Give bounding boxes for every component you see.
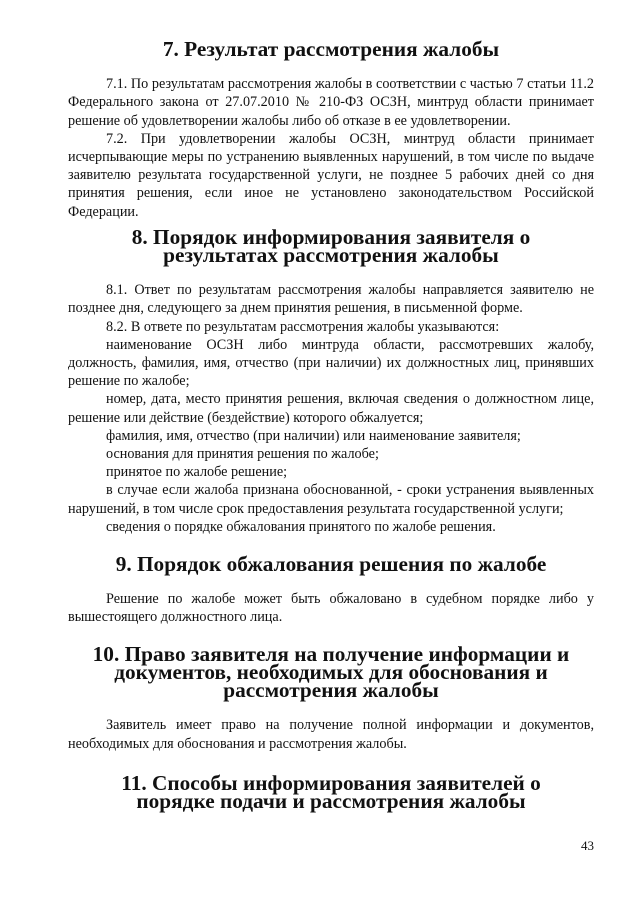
paragraph-7-1: 7.1. По результатам рассмотрения жалобы в соответствии с частью 7 статьи 11.2 Федерального закона от 27.07.2010 № 210-ФЗ ОСЗН, минтруд области принимает решение об удовлетворении жалобы либо об отказе в ее удовлетворении. [68,76,594,129]
paragraph-8-1: 8.1. Ответ по результатам рассмотрения жалобы направляется заявителю не позднее дня, следующего за днем принятия решения, в письменной форме. [68,282,594,317]
paragraph-10: Заявитель имеет право на получение полной информации и документов, необходимых для обоснования и рассмотрения жалобы. [68,717,594,752]
section-10-heading: 10. Право заявителя на получение информации и документов, необходимых для обоснования и рассмотрения жалобы [92,641,570,703]
list-item-decision: принятое по жалобе решение; [106,464,288,481]
paragraph-8-2: 8.2. В ответе по результатам рассмотрения жалобы указываются: [106,318,500,335]
paragraph-9: Решение по жалобе может быть обжаловано в судебном порядке либо у вышестоящего должностного лица. [68,591,594,626]
section-7-heading: 7. Результат рассмотрения жалобы [162,37,500,61]
section-8-heading: 8. Порядок информирования заявителя о результатах рассмотрения жалобы [131,224,531,268]
list-item-applicant-name: фамилия, имя, отчество (при наличии) или наименование заявителя; [106,427,521,444]
list-item-osszn-name: наименование ОСЗН либо минтруда области, рассмотревших жалобу, должность, фамилия, имя, отчество (при наличии) их должностных лиц, принявших решение по жалобе; [68,336,594,390]
document-page [68,37,594,813]
list-item-decision-details: номер, дата, место принятия решения, включая сведения о должностном лице, решение или действие (бездействие) которого обжалуется; [68,391,594,426]
page-number: 43 [581,838,594,853]
paragraph-7-2: 7.2. При удовлетворении жалобы ОСЗН, минтруд области принимает исчерпывающие меры по устранению выявленных нарушений, в том числе по выдаче заявителю результата государственной услуги, не позднее 5 рабочих дней со дня принятия решения, если иное не установлено законодательством Российской Федерации. [68,130,594,220]
section-9-heading: 9. Порядок обжалования решения по жалобе [115,552,547,577]
list-item-remediation-terms: в случае если жалоба признана обоснованной, - сроки устранения выявленных нарушений, в том числе срок предоставления результата государственной услуги; [68,482,594,517]
section-11-heading: 11. Способы информирования заявителей о порядке подачи и рассмотрения жалобы [121,770,541,813]
list-item-grounds: основания для принятия решения по жалобе; [106,446,379,463]
list-item-appeal-procedure: сведения о порядке обжалования принятого по жалобе решения. [106,518,496,535]
